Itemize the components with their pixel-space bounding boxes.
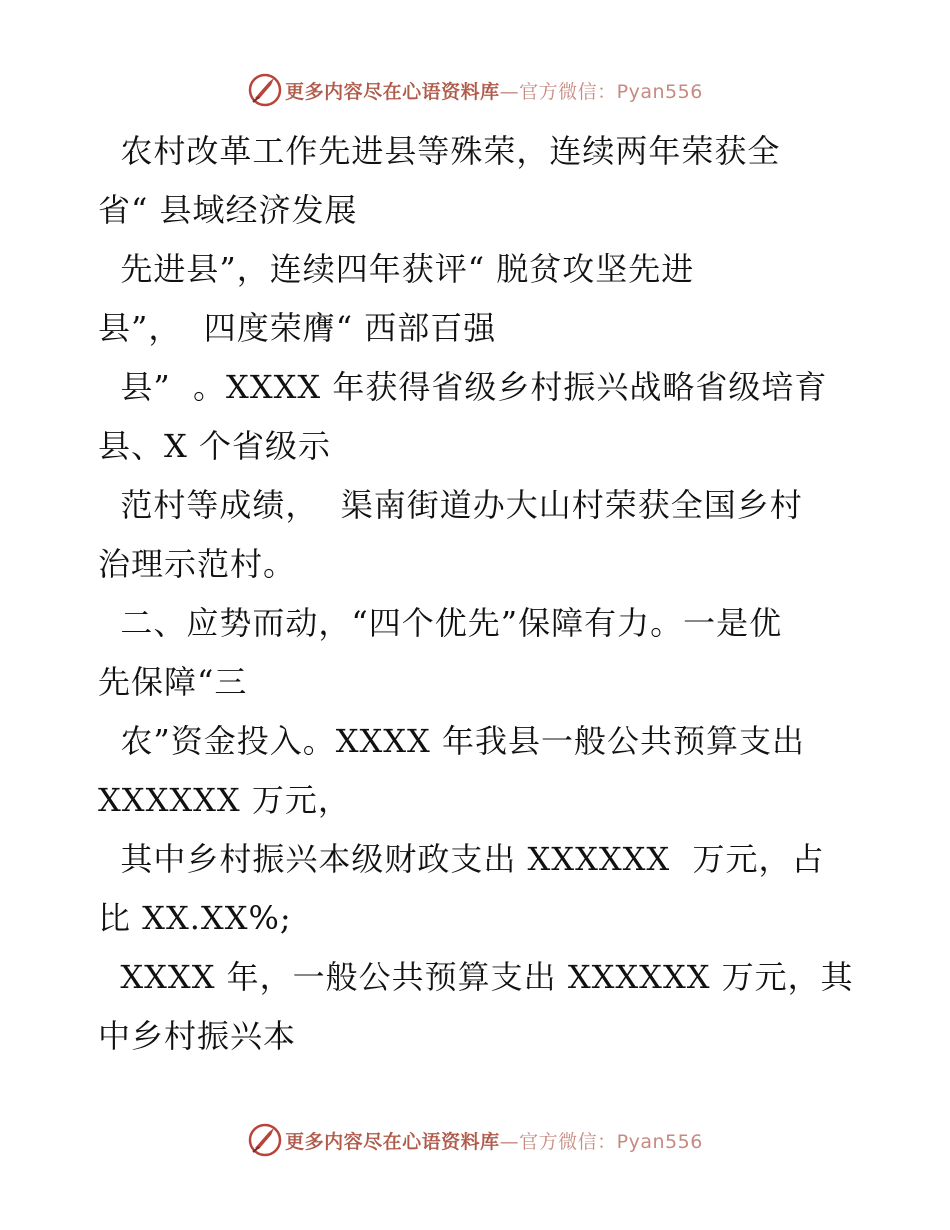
text-line: 比 XX.XX%; <box>98 899 292 937</box>
footer-watermark <box>0 1120 950 1160</box>
text-line: 农村改革工作先进县等殊荣，连续两年荣获全 <box>98 132 781 170</box>
watermark-wechat-text: —官方微信：Pyan556 <box>499 80 703 103</box>
quill-logo-icon <box>247 72 283 108</box>
watermark-main-text: 更多内容尽在心语资料库 <box>285 80 500 103</box>
text-line: 范村等成绩， 渠南街道办大山村荣获全国乡村 <box>98 486 803 524</box>
watermark-main-text: 更多内容尽在心语资料库 <box>285 1130 500 1153</box>
text-line: 其中乡村振兴本级财政支出 XXXXXX 万元，占 <box>98 840 825 878</box>
document-body <box>98 122 868 1066</box>
text-line: 农”资金投入。XXXX 年我县一般公共预算支出 <box>98 722 806 760</box>
text-line: 县” 。XXXX 年获得省级乡村振兴战略省级培育 <box>98 368 828 406</box>
text-line: 治理示范村。 <box>98 545 297 583</box>
text-line: 先保障“三 <box>98 663 248 701</box>
watermark-wechat-text: —官方微信：Pyan556 <box>499 1130 703 1153</box>
text-line: 县”， 四度荣膺“ 西部百强 <box>98 309 497 347</box>
header-watermark <box>0 70 950 110</box>
text-line: 中乡村振兴本 <box>98 1017 297 1055</box>
text-line: XXXXXX 万元， <box>98 781 351 819</box>
text-line: 二、应势而动，“四个优先”保障有力。一是优 <box>98 604 783 642</box>
text-line: XXXX 年，一般公共预算支出 XXXXXX 万元，其 <box>98 958 854 996</box>
text-line: 省“ 县域经济发展 <box>98 191 358 229</box>
quill-logo-icon <box>247 1122 283 1158</box>
text-line: 县、X 个省级示 <box>98 427 331 465</box>
text-line: 先进县”，连续四年获评“ 脱贫攻坚先进 <box>98 250 695 288</box>
